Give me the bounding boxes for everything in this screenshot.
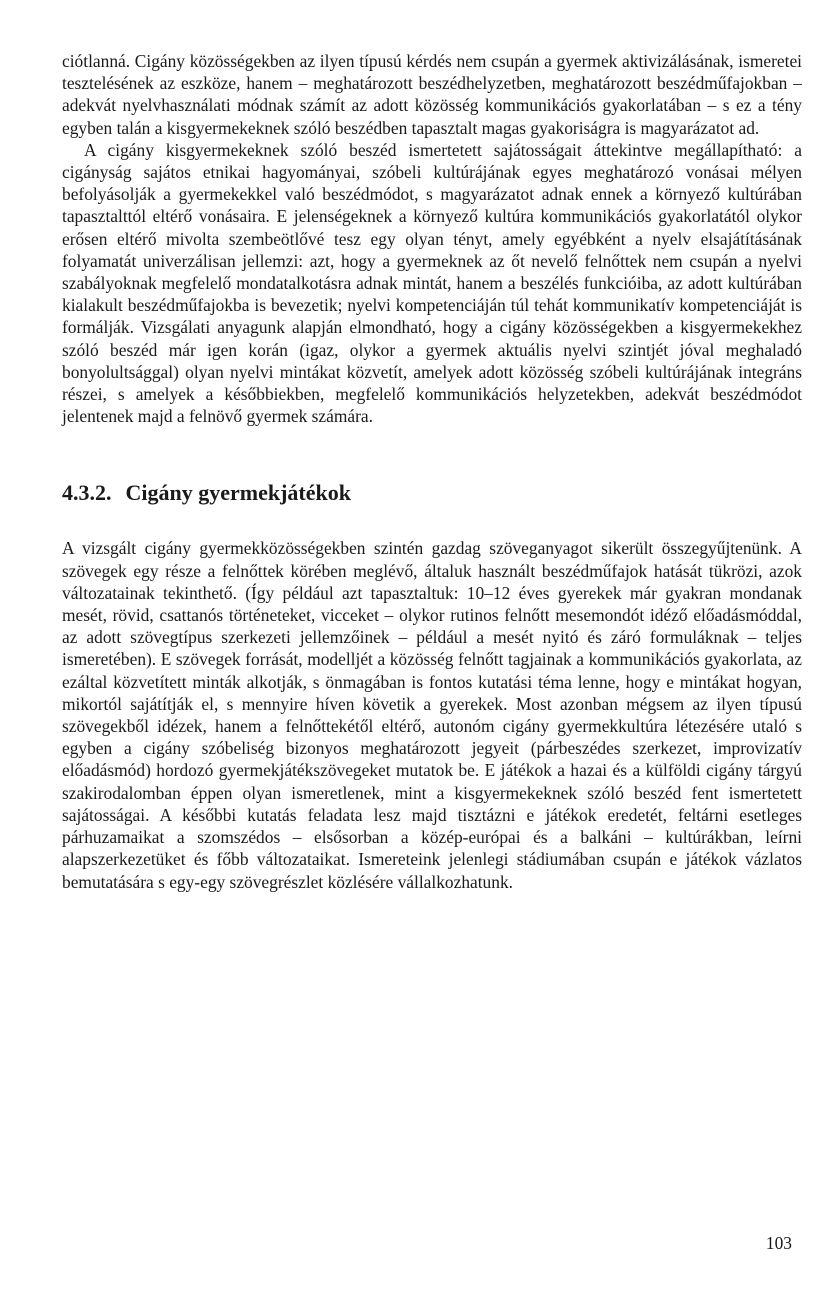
section-number: 4.3.2. (62, 480, 112, 506)
page-number: 103 (765, 1233, 792, 1253)
section-title: Cigány gyermekjátékok (125, 480, 351, 506)
paragraph-summary: A cigány kisgyermekeknek szóló beszéd ismertetett sajátosságait áttekintve megállapítható: a cigányság sajátos etnikai hagyományai, szóbeli kultúrájának egyes meghatározó vonásai mélyen befolyásolják a gyermekekkel való beszédmódot, s magyarázatot adnak ennek a környező kultúrában tapasztalttól eltérő vonásaira. E jelenségeknek a környező kultúra kommunikációs gyakorlatától olykor erősen eltérő mivolta szembeötlővé tesz egy olyan tényt, amely egyébként a nyelv elsajátításának folyamatát univerzálisan jellemzi: azt, hogy a gyermeknek az őt nevelő felnőttek nem csupán a nyelvi szabályoknak megfelelő mondatalkotásra adnak mintát, hanem a beszélés funkcióiba, az adott kultúrában kialakult beszédműfajokba is bevezetik; nyelvi kompetenciáján túl tehát kommunikatív kompetenciáját is formálják. Vizsgálati anyagunk alapján elmondható, hogy a cigány közösségekben a kisgyermekekhez szóló beszéd már igen korán (igaz, olykor a gyermek aktuális nyelvi szintjét jóval meghaladó bonyolultsággal) olyan nyelvi mintákat közvetít, amelyek adott közösség szóbeli kultúrájának integráns részei, s amelyek a későbbiekben, megfelelő kommunikációs helyzetekben, adekvát beszédmódot jelentenek majd a felnövő gyermek számára. (62, 139, 802, 427)
page-body (62, 50, 802, 893)
section-heading (62, 479, 802, 507)
paragraph-section-body: A vizsgált cigány gyermekközösségekben szintén gazdag szöveganyagot sikerült összegyűjtenünk. A szövegek egy része a felnőttek körében meglévő, általuk használt beszédműfajok hatását tükrözi, azok változatainak tekinthető. (Így például azt tapasztaltuk: 10–12 éves gyerekek már gyakran mondanak mesét, rövid, csattanós történeteket, vicceket – olykor rutinos felnőtt mesemondót idéző előadásmóddal, az adott szövegtípus szerkezeti jellemzőinek – például a mesét nyitó és záró formuláknak – teljes ismeretében). E szövegek forrását, modelljét a közösség felnőtt tagjainak a kommunikációs gyakorlata, az ezáltal közvetített minták alkotják, s önmagában is fontos kutatási téma lenne, hogy e mintákat hogyan, mikortól sajátítják el, s mennyire híven követik a gyerekek. Most azonban mégsem az ilyen típusú szövegekből idézek, hanem a felnőttekétől eltérő, autonóm cigány gyermekkultúra létezésére utaló s egyben a cigány szóbeliség bizonyos meghatározott jegyeit (párbeszédes szerkezet, improvizatív előadásmód) hordozó gyermekjátékszövegeket mutatok be. E játékok a hazai és a külföldi cigány tárgyú szakirodalomban éppen olyan ismeretlenek, mint a kisgyermekeknek szóló beszéd fent ismertetett sajátosságai. A későbbi kutatás feladata lesz majd tisztázni e játékok eredetét, feltárni esetleges párhuzamaikat a szomszédos – elsősorban a közép-európai és a balkáni – kultúrákban, leírni alapszerkezetüket és főbb változataikat. Ismereteink jelenlegi stádiumában csupán e játékok vázlatos bemutatására s egy-egy szövegrészlet közlésére vállalkozhatunk. (62, 538, 802, 892)
paragraph-continuation: ciótlanná. Cigány közösségekben az ilyen típusú kérdés nem csupán a gyermek aktivizálásának, ismeretei tesztelésének az eszköze, hanem – meghatározott beszédhelyzetben, meghatározott beszédműfajokban – adekvát nyelvhasználati módnak számít az adott közösség kommunikációs gyakorlatában – s ez a tény egyben talán a kisgyermekeknek szóló beszédben tapasztalt magas gyakoriságra is magyarázatot ad. (62, 51, 802, 138)
